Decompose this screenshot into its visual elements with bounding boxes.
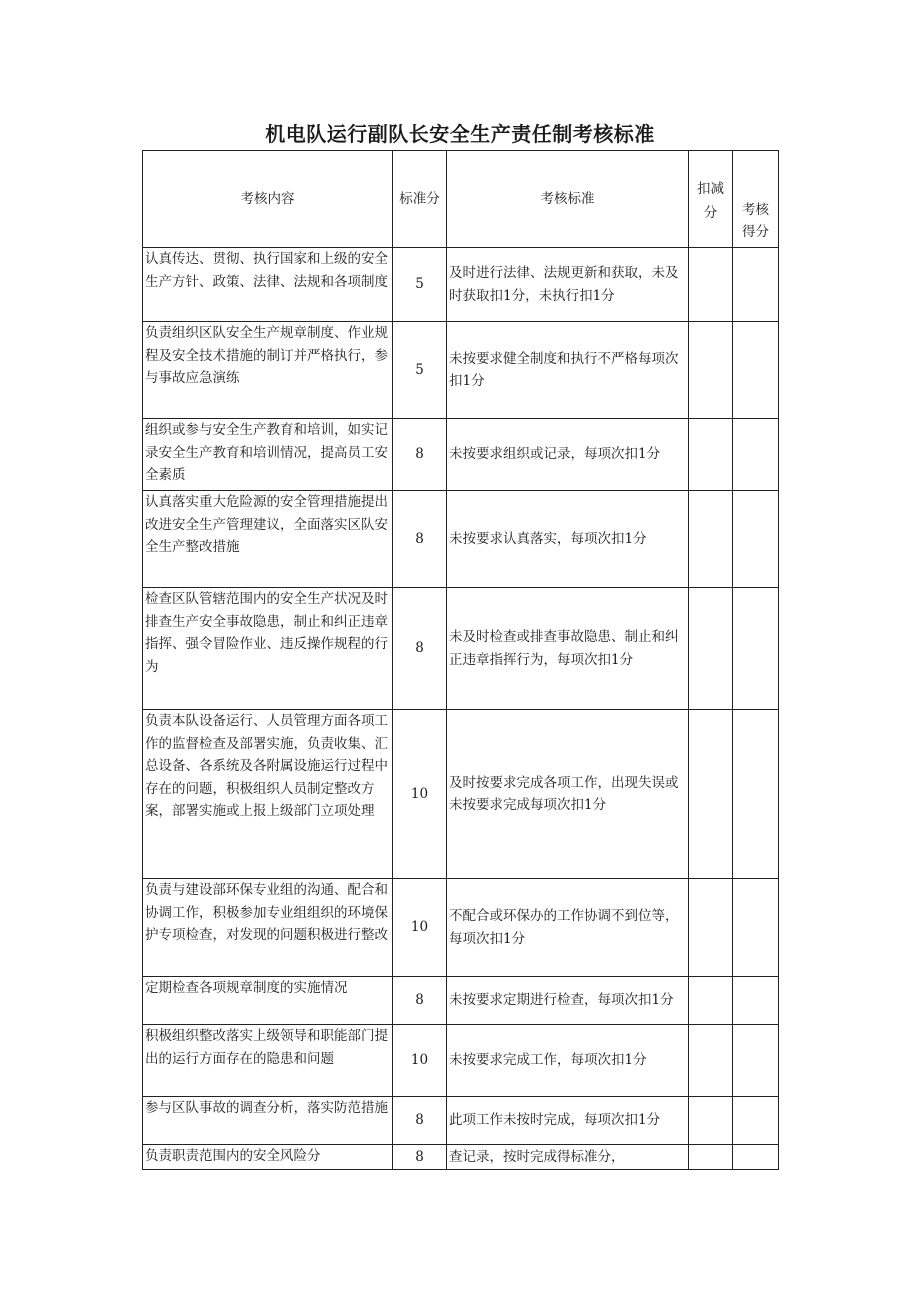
row-deduction (689, 710, 733, 879)
row-content: 检查区队管辖范围内的安全生产状况及时排查生产安全事故隐患，制止和纠正违章指挥、强令冒险作业、违反操作规程的行为 (143, 588, 393, 710)
table-row (143, 491, 779, 588)
row-criteria: 及时按要求完成各项工作，出现失误或未按要求完成每项次扣1分 (447, 710, 689, 879)
row-content: 负责本队设备运行、人员管理方面各项工作的监督检查及部署实施，负责收集、汇总设备、各系统及各附属设施运行过程中存在的问题，积极组织人员制定整改方案，部署实施或上报上级部门立项处理 (143, 710, 393, 879)
row-final (733, 710, 779, 879)
row-content: 组织或参与安全生产教育和培训，如实记录安全生产教育和培训情况，提高员工安全素质 (143, 419, 393, 491)
table-row (143, 588, 779, 710)
row-criteria: 未按要求认真落实，每项次扣1分 (447, 491, 689, 588)
table-row (143, 248, 779, 322)
row-content: 负责组织区队安全生产规章制度、作业规程及安全技术措施的制订并严格执行，参与事故应急演练 (143, 322, 393, 419)
table-row (143, 977, 779, 1025)
table-row (143, 1025, 779, 1097)
header-deduction (689, 151, 733, 248)
row-score: 8 (393, 1145, 447, 1170)
table-header-row (143, 151, 779, 248)
row-final (733, 879, 779, 977)
row-deduction (689, 1145, 733, 1170)
table-row (143, 419, 779, 491)
row-score: 8 (393, 588, 447, 710)
row-final (733, 1097, 779, 1145)
row-final (733, 491, 779, 588)
row-score: 5 (393, 248, 447, 322)
row-deduction (689, 491, 733, 588)
row-score: 10 (393, 710, 447, 879)
row-score: 8 (393, 1097, 447, 1145)
header-final-line2: 得分 (742, 224, 769, 240)
assessment-table (142, 150, 779, 1170)
header-deduction-line1: 扣减 (697, 181, 724, 197)
table-row (143, 1145, 779, 1170)
row-content: 认真传达、贯彻、执行国家和上级的安全生产方针、政策、法律、法规和各项制度 (143, 248, 393, 322)
row-score: 5 (393, 322, 447, 419)
row-final (733, 1145, 779, 1170)
row-criteria: 查记录，按时完成得标准分， (447, 1145, 689, 1170)
row-content: 认真落实重大危险源的安全管理措施提出改进安全生产管理建议，全面落实区队安全生产整改措施 (143, 491, 393, 588)
table-row (143, 879, 779, 977)
row-deduction (689, 977, 733, 1025)
row-score: 8 (393, 419, 447, 491)
header-deduction-line2: 分 (703, 205, 718, 221)
row-deduction (689, 322, 733, 419)
row-deduction (689, 248, 733, 322)
row-criteria: 未按要求组织或记录，每项次扣1分 (447, 419, 689, 491)
table-row (143, 322, 779, 419)
row-criteria: 及时进行法律、法规更新和获取，未及时获取扣1分，未执行扣1分 (447, 248, 689, 322)
table-row (143, 1097, 779, 1145)
header-criteria: 考核标准 (447, 151, 689, 248)
header-standard-score: 标准分 (393, 151, 447, 248)
row-criteria: 未按要求健全制度和执行不严格每项次扣1分 (447, 322, 689, 419)
row-final (733, 248, 779, 322)
document-title: 机电队运行副队长安全生产责任制考核标准 (265, 122, 655, 146)
row-deduction (689, 1025, 733, 1097)
header-content: 考核内容 (143, 151, 393, 248)
row-final (733, 588, 779, 710)
header-final-score (733, 151, 779, 248)
row-criteria: 不配合或环保办的工作协调不到位等，每项次扣1分 (447, 879, 689, 977)
row-criteria: 未按要求定期进行检查，每项次扣1分 (447, 977, 689, 1025)
row-score: 10 (393, 1025, 447, 1097)
row-score: 10 (393, 879, 447, 977)
row-criteria: 未按要求完成工作，每项次扣1分 (447, 1025, 689, 1097)
row-score: 8 (393, 491, 447, 588)
row-criteria: 此项工作未按时完成，每项次扣1分 (447, 1097, 689, 1145)
row-content: 负责职责范围内的安全风险分 (143, 1145, 393, 1170)
row-content: 负责与建设部环保专业组的沟通、配合和协调工作，积极参加专业组组织的环境保护专项检查，对发现的问题积极进行整改 (143, 879, 393, 977)
header-final-line1: 考核 (742, 202, 769, 218)
row-deduction (689, 1097, 733, 1145)
row-final (733, 322, 779, 419)
row-final (733, 419, 779, 491)
row-content: 积极组织整改落实上级领导和职能部门提出的运行方面存在的隐患和问题 (143, 1025, 393, 1097)
row-deduction (689, 879, 733, 977)
row-content: 定期检查各项规章制度的实施情况 (143, 977, 393, 1025)
row-deduction (689, 588, 733, 710)
row-deduction (689, 419, 733, 491)
row-criteria: 未及时检查或排查事故隐患、制止和纠正违章指挥行为，每项次扣1分 (447, 588, 689, 710)
row-final (733, 977, 779, 1025)
row-final (733, 1025, 779, 1097)
row-score: 8 (393, 977, 447, 1025)
row-content: 参与区队事故的调查分析，落实防范措施 (143, 1097, 393, 1145)
table-row (143, 710, 779, 879)
